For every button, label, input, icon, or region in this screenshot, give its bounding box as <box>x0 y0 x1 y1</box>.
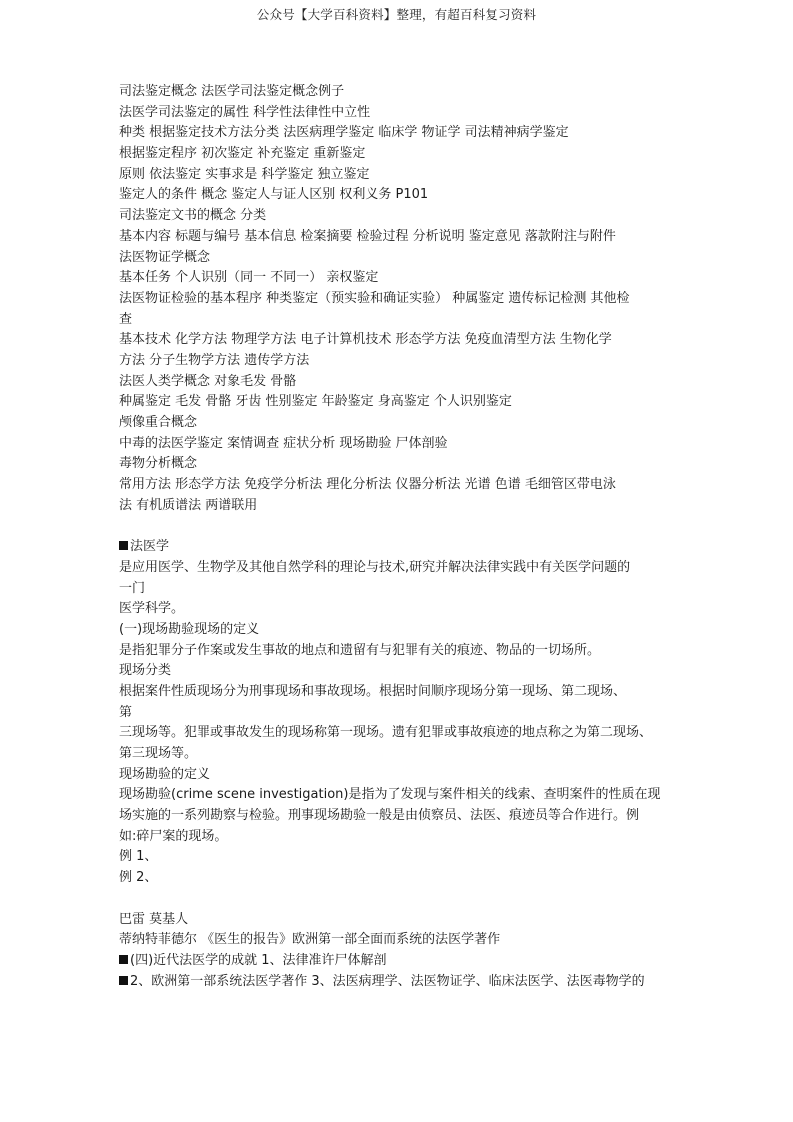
line-text: 现场分类 <box>119 663 172 679</box>
line-text: 种属鉴定 毛发 骨骼 牙齿 性别鉴定 年龄鉴定 身高鉴定 个人识别鉴定 <box>119 394 512 410</box>
text-line <box>119 847 679 868</box>
text-line <box>119 537 679 558</box>
text-line <box>119 392 679 413</box>
text-line <box>119 620 679 641</box>
line-text: 方法 分子生物学方法 遗传学方法 <box>119 352 310 368</box>
line-text: 是应用医学、生物学及其他自然学科的理论与技术,研究并解决法律实践中有关医学问题的 <box>119 559 631 575</box>
black-square-bullet-icon <box>119 541 128 550</box>
line-text: 三现场等。犯罪或事故发生的现场称第一现场。遗有犯罪或事故痕迹的地点称之为第二现场、 <box>119 725 653 741</box>
text-line <box>119 558 679 579</box>
text-line <box>119 723 679 744</box>
blank-line <box>119 516 679 537</box>
text-line <box>119 268 679 289</box>
line-text: 巴雷 莫基人 <box>119 911 189 927</box>
blank-line <box>119 889 679 910</box>
line-text: 基本任务 个人识别（同一 不同一） 亲权鉴定 <box>119 270 379 286</box>
document-body <box>119 82 679 992</box>
line-text: 现场勘验(crime scene investigation)是指为了发现与案件相关的线索、查明案件的性质在现 <box>119 787 661 803</box>
text-line <box>119 682 679 703</box>
text-line <box>119 868 679 889</box>
line-text: (四)近代法医学的成就 1、法律准许尸体解剖 <box>130 952 387 968</box>
text-line <box>119 248 679 269</box>
line-text: 法医学 <box>130 539 170 555</box>
text-line <box>119 661 679 682</box>
text-line <box>119 475 679 496</box>
text-line <box>119 910 679 931</box>
text-line <box>119 123 679 144</box>
text-line <box>119 289 679 310</box>
line-text: (一)现场勘验现场的定义 <box>119 621 260 637</box>
text-line <box>119 434 679 455</box>
line-text: 鉴定人的条件 概念 鉴定人与证人区别 权利义务 P101 <box>119 187 429 203</box>
line-text: 如:碎尸案的现场。 <box>119 828 228 844</box>
black-square-bullet-icon <box>119 976 128 985</box>
text-line <box>119 599 679 620</box>
text-line <box>119 951 679 972</box>
text-line <box>119 413 679 434</box>
line-text: 根据案件性质现场分为刑事现场和事故现场。根据时间顺序现场分第一现场、第二现场、 <box>119 683 627 699</box>
text-line <box>119 744 679 765</box>
text-line <box>119 206 679 227</box>
line-text: 根据鉴定程序 初次鉴定 补充鉴定 重新鉴定 <box>119 146 366 162</box>
line-text: 司法鉴定文书的概念 分类 <box>119 208 267 224</box>
line-text: 现场勘验的定义 <box>119 766 211 782</box>
line-text: 查 <box>119 311 133 327</box>
text-line <box>119 103 679 124</box>
line-text: 司法鉴定概念 法医学司法鉴定概念例子 <box>119 84 345 99</box>
text-line <box>119 827 679 848</box>
line-text: 第 <box>119 704 133 720</box>
line-text: 场实施的一系列勘察与检验。刑事现场勘验一般是由侦察员、法医、痕迹员等合作进行。例 <box>119 808 640 824</box>
line-text: 基本技术 化学方法 物理学方法 电子计算机技术 形态学方法 免疫血清型方法 生物化学 <box>119 332 612 348</box>
line-text: 毒物分析概念 <box>119 456 198 472</box>
line-text: 法 有机质谱法 两谱联用 <box>119 497 258 513</box>
line-text: 是指犯罪分子作案或发生事故的地点和遗留有与犯罪有关的痕迹、物品的一切场所。 <box>119 642 601 658</box>
line-text: 原则 依法鉴定 实事求是 科学鉴定 独立鉴定 <box>119 166 370 182</box>
text-line <box>119 227 679 248</box>
line-text: 2、欧洲第一部系统法医学著作 3、法医病理学、法医物证学、临床法医学、法医毒物学的 <box>130 973 645 989</box>
text-line <box>119 806 679 827</box>
text-line <box>119 165 679 186</box>
text-line <box>119 144 679 165</box>
line-text: 一门 <box>119 580 146 596</box>
text-line <box>119 185 679 206</box>
text-line <box>119 454 679 475</box>
text-line <box>119 82 679 103</box>
text-line <box>119 641 679 662</box>
text-line <box>119 785 679 806</box>
text-line <box>119 310 679 331</box>
line-text: 蒂纳特菲德尔 《医生的报告》欧洲第一部全面而系统的法医学著作 <box>119 932 501 948</box>
text-line <box>119 496 679 517</box>
line-text: 例 2、 <box>119 870 158 886</box>
line-text: 中毒的法医学鉴定 案情调查 症状分析 现场勘验 尸体剖验 <box>119 435 448 451</box>
line-text: 法医学司法鉴定的属性 科学性法律性中立性 <box>119 104 371 120</box>
line-text: 基本内容 标题与编号 基本信息 检案摘要 检验过程 分析说明 鉴定意见 落款附注与附件 <box>119 228 616 244</box>
line-text: 种类 根据鉴定技术方法分类 法医病理学鉴定 临床学 物证学 司法精神病学鉴定 <box>119 125 569 141</box>
line-text: 法医物证学概念 <box>119 249 211 265</box>
line-text: 颅像重合概念 <box>119 415 198 430</box>
line-text: 法医人类学概念 对象毛发 骨骼 <box>119 373 297 389</box>
text-line <box>119 972 679 993</box>
line-text: 医学科学。 <box>119 601 185 617</box>
page-header: 公众号【大学百科资料】整理，有超百科复习资料 <box>256 7 537 22</box>
text-line <box>119 372 679 393</box>
text-line <box>119 330 679 351</box>
text-line <box>119 579 679 600</box>
text-line <box>119 765 679 786</box>
black-square-bullet-icon <box>119 955 128 964</box>
text-line <box>119 351 679 372</box>
line-text: 常用方法 形态学方法 免疫学分析法 理化分析法 仪器分析法 光谱 色谱 毛细管区带电泳 <box>119 477 616 493</box>
line-text: 第三现场等。 <box>119 746 198 761</box>
line-text: 例 1、 <box>119 849 158 865</box>
text-line <box>119 703 679 724</box>
text-line <box>119 930 679 951</box>
line-text: 法医物证检验的基本程序 种类鉴定（预实验和确证实验） 种属鉴定 遗传标记检测 其他检 <box>119 290 630 306</box>
